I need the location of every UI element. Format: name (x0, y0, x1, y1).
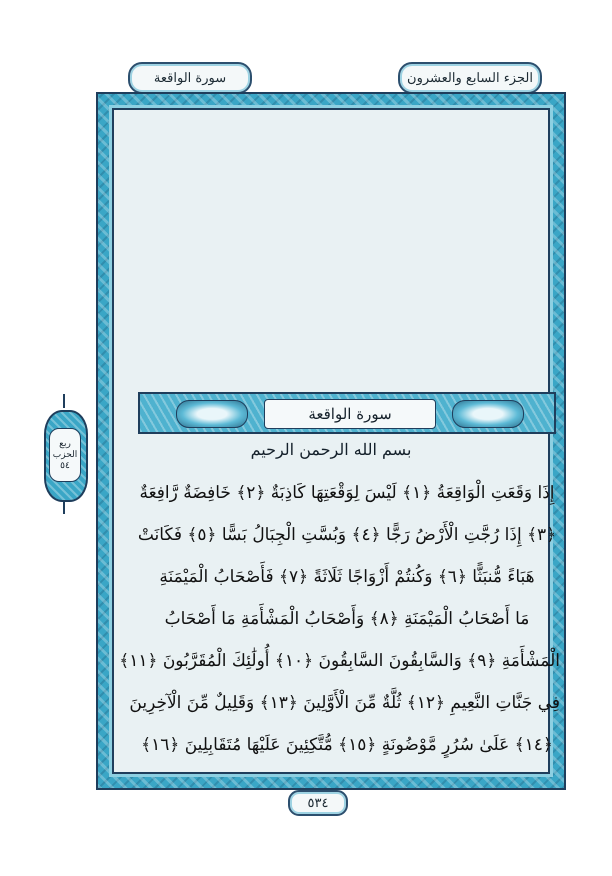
verse-line: الْمَشْأَمَةِ ﴿٩﴾ وَالسَّابِقُونَ السَّابِقُونَ ﴿١٠﴾ أُولَٰئِكَ الْمُقَرَّبُونَ ﴿١١﴾ (119, 651, 560, 671)
hizb-quarter-marker (40, 392, 88, 516)
surah-banner-title (264, 399, 436, 429)
banner-ornament-left (176, 400, 248, 428)
hizb-rub-label: ربع (59, 438, 71, 449)
hizb-marker-bottom-finial (63, 500, 65, 514)
verse-line: إِذَا وَقَعَتِ الْوَاقِعَةُ ﴿١﴾ لَيْسَ لِوَقْعَتِهَا كَاذِبَةٌ ﴿٢﴾ خَافِضَةٌ رَّافِعَةٌ (139, 483, 555, 503)
verse-line: هَبَاءً مُّنبَثًّا ﴿٦﴾ وَكُنتُمْ أَزْوَاجًا ثَلَاثَةً ﴿٧﴾ فَأَصْحَابُ الْمَيْمَنَةِ (159, 567, 535, 587)
juz-header (398, 62, 542, 94)
verse-line: ﴿٣﴾ إِذَا رُجَّتِ الْأَرْضُ رَجًّا ﴿٤﴾ وَبُسَّتِ الْجِبَالُ بَسًّا ﴿٥﴾ فَكَانَتْ (137, 525, 557, 545)
page-number (288, 790, 348, 816)
hizb-marker-top-finial (63, 394, 65, 408)
hizb-number: ٥٤ (60, 460, 70, 471)
basmala: بسم الله الرحمن الرحيم (250, 440, 412, 459)
page-text-area (112, 108, 560, 774)
verse-line: مَا أَصْحَابُ الْمَيْمَنَةِ ﴿٨﴾ وَأَصْحَابُ الْمَشْأَمَةِ مَا أَصْحَابُ (164, 609, 530, 629)
banner-ornament-right (452, 400, 524, 428)
verse-line: فِي جَنَّاتِ النَّعِيمِ ﴿١٢﴾ ثُلَّةٌ مِّنَ الْأَوَّلِينَ ﴿١٣﴾ وَقَلِيلٌ مِّنَ الْآخِرِينَ (129, 693, 560, 713)
hizb-word-label: الحزب (52, 449, 78, 460)
surah-title: سورة الواقعة (153, 70, 227, 86)
surah-banner (138, 392, 556, 434)
surah-banner-title-text: سورة الواقعة (308, 405, 392, 423)
ornamental-page-frame (96, 92, 566, 790)
hizb-marker-label (49, 428, 81, 482)
surah-header (128, 62, 252, 94)
juz-title: الجزء السابع والعشرون (407, 70, 533, 86)
page-number-text: ٥٣٤ (307, 795, 329, 811)
verse-line: ﴿١٤﴾ عَلَىٰ سُرُرٍ مَّوْضُونَةٍ ﴿١٥﴾ مُّتَّكِئِينَ عَلَيْهَا مُتَقَابِلِينَ ﴿١٦﴾ (141, 735, 553, 755)
